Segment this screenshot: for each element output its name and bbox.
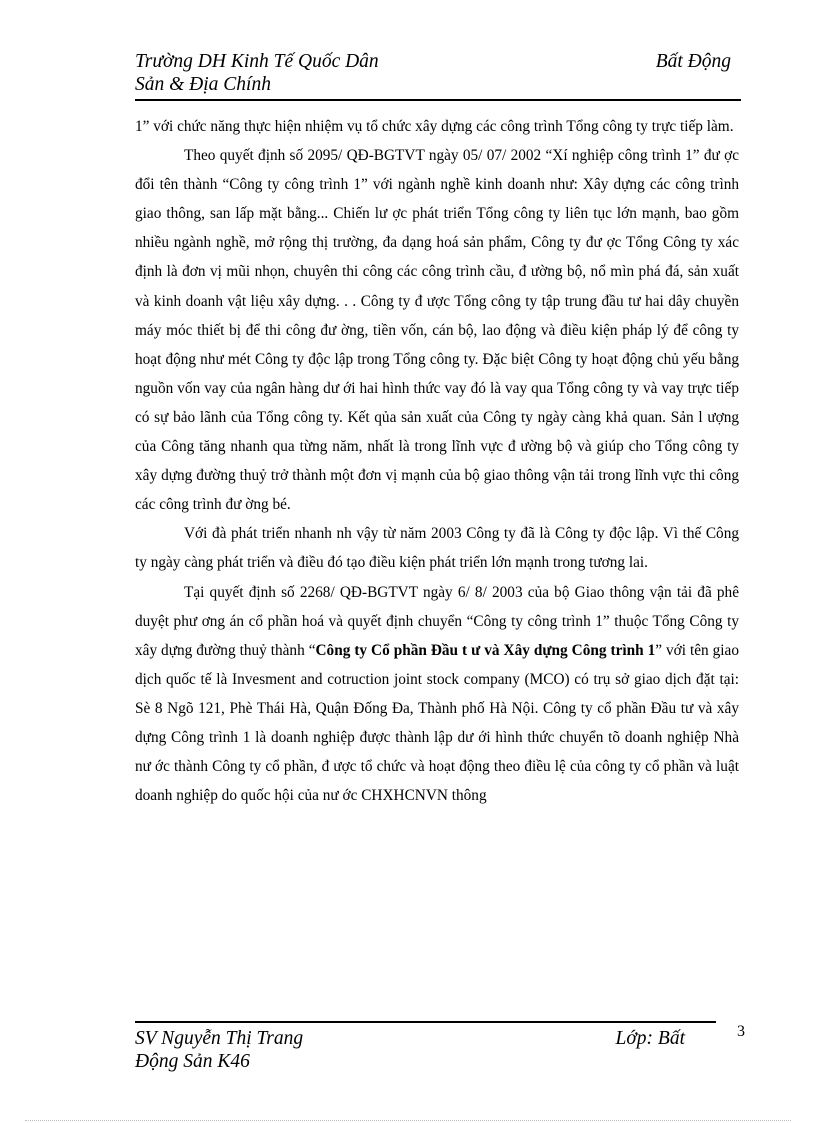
footer-row [135,1027,685,1050]
paragraph-2: Theo quyết định số 2095/ QĐ-BGTVT ngày 05/ 07/ 2002 “Xí nghiệp công trình 1” đư ợc đổi tên thành “Công ty công trình 1” với ngành nghề kinh doanh như: Xây dựng các công trình giao thông, san lấp mặt bằng... Chiến lư ợc phát triển Tổng công ty liên tục lớn mạnh, bao gồm nhiều ngành nghề, mở rộng thị trường, đa dạng hoá sản phẩm, Công ty đư ợc Tổng Công ty xác định là đơn vị mũi nhọn, chuyên thi công các công trình cầu, đ ường bộ, nổ mìn phá đá, sản xuất và kinh doanh vật liệu xây dựng. . . Công ty đ ược Tổng công ty tập trung đầu tư hai dây chuyền máy móc thiết bị để thi công đư ờng, tiền vốn, cán bộ, lao động và điều kiện pháp lý để công ty hoạt động như mét Công ty độc lập trong Tổng công ty. Đặc biệt Công ty hoạt động chủ yếu bằng nguồn vốn vay của ngân hàng dư ới hai hình thức vay đó là vay qua Tổng công ty và vay trực tiếp có sự bảo lãnh của Tổng công ty. Kết qủa sản xuất của Công ty ngày càng khả quan. Sản l ượng của Công tăng nhanh qua từng năm, nhất là trong lĩnh vực đ ường bộ và giúp cho Tổng công ty xây dựng đường thuỷ trở thành một đơn vị mạnh của bộ giao thông vận tải trong lĩnh vực thi công các công trình đư ờng bé. [135,147,739,514]
page-number: 3 [737,1023,745,1040]
footer-student: SV Nguyễn Thị Trang [135,1028,304,1049]
footer-class-part2: Động Sản K46 [135,1051,250,1072]
company-name-bold: Công ty Cổ phần Đầu t ư và Xây dựng Công trình 1 [315,641,656,659]
header-dept-part1: Bất Động [655,51,731,72]
paragraph-4-after: ” với tên giao dịch quốc tế là Invesment and cotruction joint stock company (MCO) có trụ sở giao dịch đặt tại: Sè 8 Ngõ 121, Phè Thái Hà, Quận Đống Đa, Thành phố Hà Nội. Công ty cổ phần Đầu tư và xây dựng Công trình 1 là doanh nghiệp được thành lập dư ới hình thức chuyển tõ doanh nghiệp Nhà nư ớc thành Công ty cổ phần, đ ược tổ chức và hoạt động theo điều lệ của công ty cổ phần và luật doanh nghiệp do quốc hội của nư ớc CHXHCNVN thông [135,641,739,805]
header-school: Trường DH Kinh Tế Quốc Dân [135,51,379,72]
header-row [135,50,741,73]
body-text [135,112,739,810]
paragraph-4 [135,578,739,811]
paragraph-3: Với đà phát triển nhanh nh vậy từ năm 2003 Công ty đã là Công ty độc lập. Vì thế Công ty ngày càng phát triển và điều đó tạo điều kiện phát triển lớn mạnh trong tương lai. [135,525,739,572]
header-rule [135,99,741,101]
header-dept-part2: Sản & Địa Chính [135,74,271,95]
page-bottom-border [25,1120,791,1121]
footer-class-part1: Lớp: Bất [615,1028,685,1049]
page-header [135,50,741,96]
page-footer [135,1027,685,1073]
paragraph-4-before: Tại quyết định số 2268/ QĐ-BGTVT ngày 6/ 8/ 2003 của bộ Giao thông vận tải đã phê duyệt phư ơng án cổ phần hoá và quyết định chuyển “Công ty công trình 1” thuộc Tổng Công ty xây dựng đường thuỷ thành “ [135,583,739,659]
footer-rule [135,1021,716,1023]
paragraph-1: 1” với chức năng thực hiện nhiệm vụ tổ chức xây dựng các công trình Tổng công ty trực tiếp làm. [135,118,734,135]
